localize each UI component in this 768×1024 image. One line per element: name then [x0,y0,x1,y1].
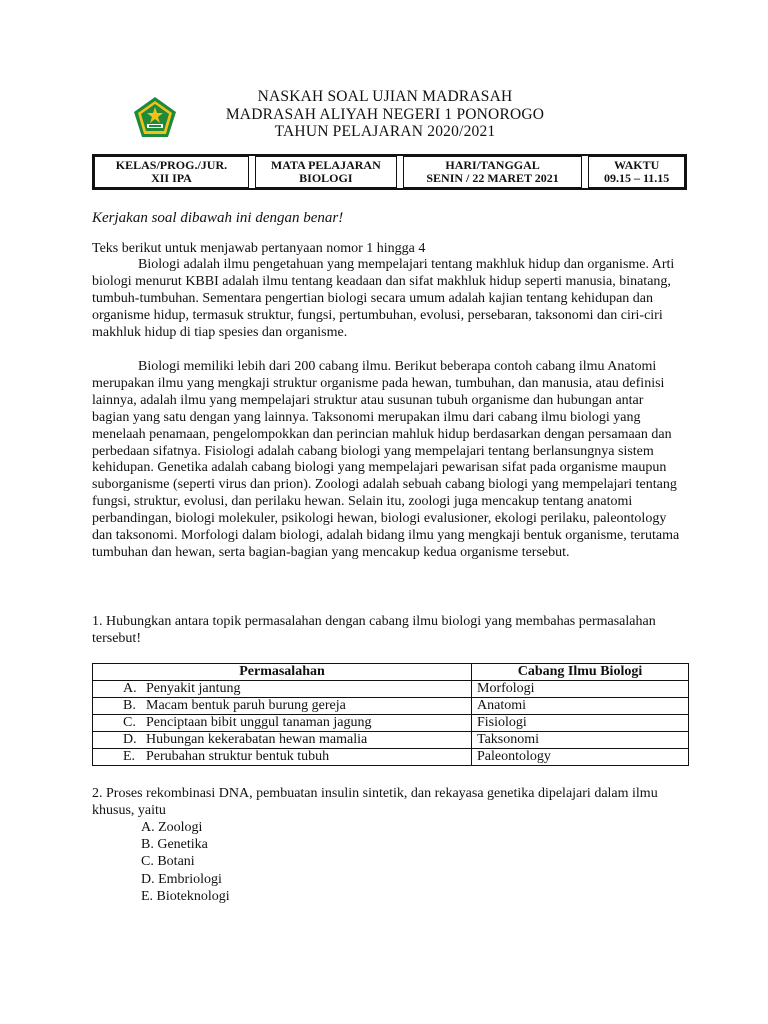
instruction: Kerjakan soal dibawah ini dengan benar! [92,210,344,226]
exam-info-table [92,154,687,190]
question-1-text: 1. Hubungkan antara topik permasalahan dengan cabang ilmu biologi yang membahas permasalahan tersebut! [92,614,656,646]
table-row [93,715,689,732]
option-d: D. Embriologi [141,871,222,887]
info-hari-label: HARI/TANGGAL [445,158,540,172]
info-waktu-value: 09.15 – 11.15 [603,171,670,185]
question-2-options [141,819,230,905]
reading-intro: Teks berikut untuk menjawab pertanyaan nomor 1 hingga 4 [92,241,426,256]
row-problem: Macam bentuk paruh burung gereja [146,698,346,713]
table-row [93,698,689,715]
option-a: A. Zoologi [141,820,203,835]
info-mapel-label: MATA PELAJARAN [270,158,381,172]
question-2-text: 2. Proses rekombinasi DNA, pembuatan insulin sintetik, dan rekayasa genetika dipelajari dalam ilmu khusus, yaitu [92,786,658,818]
row-letter: A. [123,681,137,696]
table-header-branch: Cabang Ilmu Biologi [472,664,689,681]
header-school: MADRASAH ALIYAH NEGERI 1 PONOROGO [225,105,545,123]
row-problem: Penciptaan bibit unggul tanaman jagung [146,715,372,730]
row-letter: E. [123,749,136,764]
table-row [93,732,689,749]
info-mapel-value: BIOLOGI [299,171,353,185]
info-waktu-label: WAKTU [613,158,660,172]
info-kelas-value: XII IPA [151,171,192,185]
info-waktu-cell [588,156,685,188]
row-problem: Perubahan struktur bentuk tubuh [146,749,330,764]
option-b: B. Genetika [141,837,208,853]
row-branch: Morfologi [472,681,689,698]
info-kelas-cell [94,156,249,188]
row-branch: Fisiologi [472,715,689,732]
info-mapel-cell [255,156,397,188]
row-problem: Penyakit jantung [146,681,241,696]
reading-paragraph-1: Biologi adalah ilmu pengetahuan yang mempelajari tentang makhluk hidup dan organisme. Arti biologi menurut KBBI adalah ilmu tentang keadaan dan sifat makhluk hidup seperti manusia, binatang, tumbuh-tumbuhan. Sementara pengertian biologi secara umum adalah kajian tentang kehidupan dan organisme hidup, termasuk struktur, fungsi, pertumbuhan, evolusi, persebaran, taksonomi dan ciri-ciri makhluk hidup di tiap spesies dan organisme. [92,257,675,340]
exam-header [180,88,590,141]
option-e: E. Bioteknologi [141,888,230,904]
table-row [93,681,689,698]
info-hari-value: SENIN / 22 MARET 2021 [426,171,559,185]
kemenag-logo-icon [133,96,177,138]
info-kelas-label: KELAS/PROG./JUR. [115,158,228,172]
reading-paragraph-2: Biologi memiliki lebih dari 200 cabang ilmu. Berikut beberapa contoh cabang ilmu Anatomi merupakan ilmu yang mengkaji struktur organisme pada hewan, tumbuhan, dan manusia, atau definisi lainnya, adalah ilmu yang mempelajari struktur atau susunan tubuh organisme dan hubungan antar bagian yang satu dengan yang lainnya. Taksonomi merupakan ilmu dari cabang ilmu biologi yang menelaah penamaan, pengelompokkan dan perincian mahluk hidup berdasarkan dengan persamaan dan perbedaan sifatnya. Fisiologi adalah cabang biologi yang mempelajari tentang berlansungnya sistem kehidupan. Genetika adalah cabang biologi yang mempelajari pewarisan sifat pada organisme maupun suborganisme (seperti virus dan prion). Zoologi adalah sebuah cabang biologi yang mempelajari tentang fungsi, struktur, evolusi, dan perilaku hewan. Selain itu, zoologi juga mencakup tentang anatomi perbandingan, biologi molekuler, psikologi hewan, biologi evalusioner, ekologi perilaku, paleontology dan taksonomi. Morfologi dalam biologi, adalah bidang ilmu yang mengkaji bentuk organisme, terutama tumbuhan dan hewan, serta bagian-bagian yang mencakup kedua organisme tersebut. [92,359,680,560]
table-header-problem: Permasalahan [93,664,472,681]
row-problem: Hubungan kekerabatan hewan mamalia [146,732,368,747]
row-letter: D. [123,732,137,747]
info-hari-cell [403,156,583,188]
row-branch: Paleontology [472,749,689,766]
row-letter: C. [123,715,136,730]
row-letter: B. [123,698,136,713]
header-title: NASKAH SOAL UJIAN MADRASAH [257,88,513,105]
row-branch: Anatomi [472,698,689,715]
header-year: TAHUN PELAJARAN 2020/2021 [274,123,496,140]
row-branch: Taksonomi [472,732,689,749]
option-c: C. Botani [141,854,195,870]
question-1-table [92,663,689,766]
table-row [93,749,689,766]
